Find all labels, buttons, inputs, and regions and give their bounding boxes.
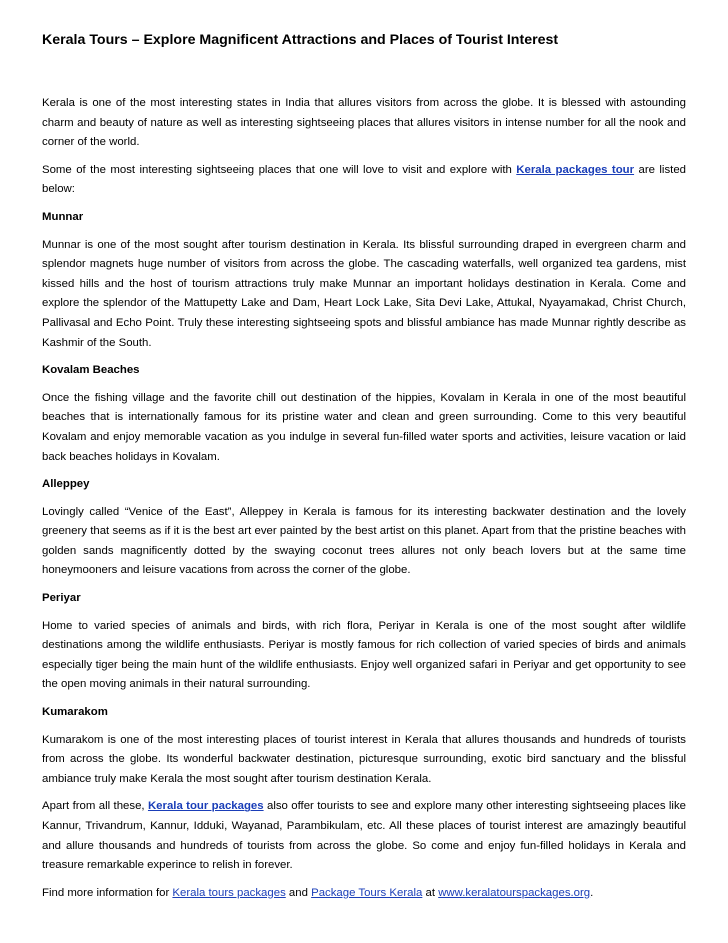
list-intro-paragraph — [42, 161, 686, 200]
kerala-tour-packages-link[interactable]: Kerala tour packages — [147, 800, 264, 813]
section-heading-kovalam: Kovalam Beaches — [42, 364, 140, 377]
closing-paragraph — [42, 797, 686, 875]
intro-paragraph: Kerala is one of the most interesting states in India that allures visitors from across the globe. It is blessed with astounding charm and beauty of nature as well as interesting sightseeing places that allures visitors in intense number for all the nook and corner of the world. — [42, 97, 686, 149]
document-page — [42, 30, 686, 911]
package-tours-kerala-link[interactable]: Package Tours Kerala — [311, 886, 423, 899]
website-url-link[interactable]: www.keralatourspackages.org — [438, 886, 591, 899]
footer-end-text: . — [590, 886, 594, 899]
kerala-packages-tour-link[interactable]: Kerala packages tour — [516, 163, 635, 176]
footer-paragraph — [42, 884, 686, 904]
section-heading-kumarakom: Kumarakom — [42, 706, 108, 719]
section-body-alleppey: Lovingly called “Venice of the East”, Alleppey in Kerala is famous for its interesting backwater destination and the lovely greenery that seems as if it is the best art ever painted by the best artist on this planet. Apart from that the pristine beaches with golden sands magnificently dotted by the swaying coconut trees allures not only beach lovers but at the same time honeymooners and leisure vacations from across the corner of the globe. — [42, 505, 686, 577]
section-body-kumarakom: Kumarakom is one of the most interesting places of tourist interest in Kerala that allures thousands and hundreds of tourists from across the globe. Its wonderful backwater destination, picturesque surrounding, exotic bird sanctuary and the blissful ambiance truly make Kerala the most sought after tourism destination Kerala. — [42, 733, 686, 785]
closing-text: Apart from all these, — [42, 800, 148, 813]
section-body-kovalam: Once the fishing village and the favorite chill out destination of the hippies, Kovalam in Kerala in one of the most beautiful beaches that is internationally famous for its pristine water and clean and green surrounding. Come to this very beautiful Kovalam and enjoy memorable vacation as you indulge in several fun-filled water sports and activities, leisure vacation or laid back beaches holidays in Kovalam. — [42, 391, 686, 463]
list-intro-text: Some of the most interesting sightseeing places that one will love to visit and explore with — [42, 163, 517, 176]
section-heading-periyar: Periyar — [42, 592, 81, 605]
section-body-periyar: Home to varied species of animals and birds, with rich flora, Periyar in Kerala is one of the most sought after wildlife destinations among the wildlife enthusiasts. Periyar is mostly famous for rich collection of varied species of birds and animals especially tiger being the main hunt of the wildlife enthusiasts. Enjoy well organized safari in Periyar and get opportunity to see the open moving animals in their natural surrounding. — [42, 619, 686, 691]
footer-text: Find more information for — [42, 886, 173, 899]
section-heading-alleppey: Alleppey — [42, 478, 90, 491]
section-body-munnar: Munnar is one of the most sought after tourism destination in Kerala. Its blissful surrounding draped in evergreen charm and splendor magnets huge number of visitors from across the globe. The cascading waterfalls, well organized tea gardens, mist kissed hills and the host of tourism attractions truly make Munnar an important holidays destination in Kerala. Come and explore the splendor of the Mattupetty Lake and Dam, Heart Lock Lake, Sita Devi Lake, Attukal, Nyayamakad, Christ Church, Pallivasal and Echo Point. Truly these interesting sightseeing spots and blissful ambiance has made Munnar rightly describe as Kashmir of the South. — [42, 238, 686, 349]
kerala-tours-packages-link[interactable]: Kerala tours packages — [172, 886, 286, 899]
footer-at-text: at — [422, 886, 439, 899]
document-title: Kerala Tours – Explore Magnificent Attractions and Places of Tourist Interest — [42, 32, 559, 48]
section-heading-munnar: Munnar — [42, 210, 84, 223]
footer-and-text: and — [285, 886, 312, 899]
closing-text-end: also offer tourists to see and explore many other interesting sightseeing places like Kannur, Trivandrum, Kannur, Idduki, Wayanad, Parambikulam, etc. All these places of tourist interest are amazingly beautiful and allure thousands and hundreds of tourists from across the globe. So come and enjoy fun-filled holidays in Kerala and treasure remarkable experince to relish in forever. — [42, 800, 686, 872]
list-intro-text-end: are listed below: — [42, 163, 686, 196]
